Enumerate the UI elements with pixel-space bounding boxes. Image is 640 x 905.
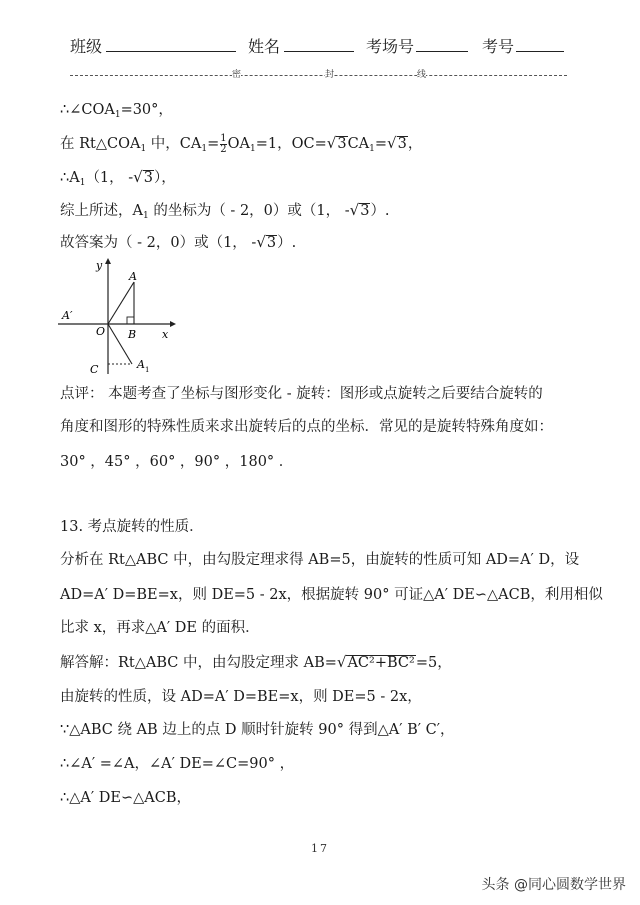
- seal-line: [70, 70, 567, 80]
- exam-room-label: 考场号: [366, 37, 415, 56]
- q13-title: 13. 考点旋转的性质．: [60, 519, 204, 535]
- analysis-line-2: AD=A′ D=BE=x，则 DE=5 - 2x，根据旋转 90° 可证△A′ DE∽△ACB，利用相似: [60, 587, 603, 603]
- label-a-prime: A′: [62, 309, 73, 322]
- exam-room-blank[interactable]: [416, 51, 468, 52]
- x-axis-arrow: [170, 321, 176, 327]
- comment-line-3: 30° ，45° ，60° ，90° ，180° ．: [60, 454, 294, 470]
- seal-char-2: 封: [325, 70, 335, 80]
- label-a: A: [129, 270, 137, 283]
- line-rt-coa: 在 $Rt\triangle COA_1$ 中，$CA_1=$ $\frac{1}{2}$ $OA_1=1$，$OC=√3CA_1=√3$，: [60, 132, 423, 155]
- exam-id-label: 考号: [482, 37, 515, 56]
- label-y: y: [96, 259, 103, 272]
- analysis-line-3: 比求 x，再求△A′ DE 的面积．: [60, 620, 260, 636]
- line-angle-coa: $\therefore\angle COA_1=30^\circ$，: [60, 102, 173, 120]
- y-axis-arrow: [105, 258, 111, 264]
- line-a1-coords: $\therefore A_1(1$， -√3），: [60, 168, 176, 188]
- segment-oa: [108, 282, 134, 324]
- name-label: 姓名: [248, 37, 281, 56]
- analysis-line-1: 分析在 Rt△ABC 中，由勾股定理求得 AB=5，由旋转的性质可知 AD=A′ D，设: [60, 552, 580, 568]
- solution-line-4: ∴∠A′ =∠A，∠A′ DE=∠C=90° ，: [60, 756, 295, 772]
- label-b: B: [128, 328, 137, 341]
- label-a1: A: [137, 358, 145, 371]
- label-x: x: [162, 328, 169, 341]
- exam-header: [70, 34, 590, 56]
- solution-line-5: ∴△A′ DE∽△ACB，: [60, 790, 191, 806]
- class-label: 班级: [70, 37, 103, 56]
- page-number: 17: [311, 842, 329, 855]
- solution-line-1: 解答解：Rt△ABC 中，由勾股定理求 AB=√AC²+BC²=5，: [60, 653, 452, 671]
- rotation-figure: [58, 252, 188, 377]
- fraction-half: $\frac{1}{2}$: [220, 132, 227, 155]
- class-blank[interactable]: [106, 51, 236, 52]
- line-answer: 故答案为（ - 2，0）或（1， -√3）.: [60, 233, 297, 251]
- exam-id-blank[interactable]: [516, 51, 564, 52]
- seal-dash: [70, 75, 567, 76]
- comment-line-1: 点评： 本题考查了坐标与图形变化 - 旋转：图形或点旋转之后要结合旋转的: [60, 386, 543, 402]
- seal-char-1: 密: [232, 70, 242, 80]
- seal-char-3: 线: [417, 70, 427, 80]
- comment-line-2: 角度和图形的特殊性质来求出旋转后的点的坐标．常见的是旋转特殊角度如：: [60, 419, 553, 435]
- label-a1-sub: 1: [145, 366, 150, 374]
- label-o: O: [96, 325, 106, 338]
- solution-line-2: 由旋转的性质，设 AD=A′ D=BE=x，则 DE=5 - 2x，: [60, 689, 422, 705]
- right-angle-mark: [127, 317, 134, 324]
- label-c: C: [90, 363, 99, 376]
- name-blank[interactable]: [284, 51, 354, 52]
- solution-line-3: ∵△ABC 绕 AB 边上的点 D 顺时针旋转 90° 得到△A′ B′ C′，: [60, 722, 455, 738]
- watermark: 头条 @同心圆数学世界: [481, 877, 626, 893]
- line-summary: 综上所述，$A_1$ 的坐标为（ - 2，0）或（1， -√3）.: [60, 201, 390, 221]
